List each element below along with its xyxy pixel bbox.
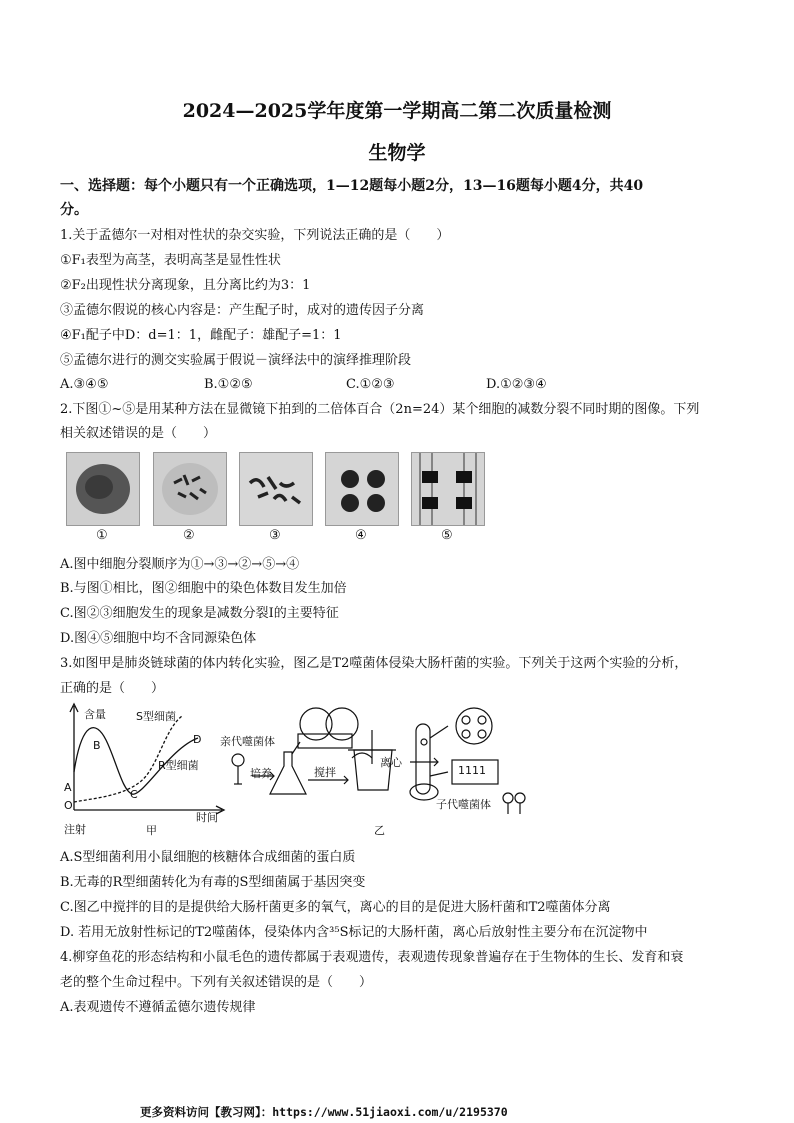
exam-title: 2024—2025学年度第一学期高二第二次质量检测 [182,100,612,122]
micrograph-1 [66,452,140,526]
q3-option-c: C.图乙中搅拌的目的是提供给大肠杆菌更多的氧气，离心的目的是促进大肠杆菌和T2噬菌体分离 [60,900,611,915]
jia-r-label: R型细菌 [158,759,199,772]
q3-stem-cont: 正确的是（ ） [60,681,165,696]
yi-box-text: 1111 [458,764,486,777]
caption-4: ④ [355,528,367,543]
micrograph-5 [411,452,485,526]
micrograph-2 [153,452,227,526]
section-heading: 一、选择题：每个小题只有一个正确选项，1—12题每小题2分，13—16题每小题4分，共40 [60,178,644,194]
yi-caption: 乙 [374,824,385,837]
q3-stem: 3.如图甲是肺炎链球菌的体内转化实验，图乙是T2噬菌体侵染大肠杆菌的实验。下列关于这两个实验的分析， [60,656,688,671]
q1-stem: 1.关于孟德尔一对相对性状的杂交实验，下列说法正确的是（ ） [60,228,450,243]
jia-point-c: C [130,788,138,801]
subject-title: 生物学 [368,142,426,164]
q4-stem: 4.柳穿鱼花的形态结构和小鼠毛色的遗传都属于表观遗传，表观遗传现象普遍存在于生物体的生长、发育和衰 [60,950,684,965]
caption-2: ② [183,528,195,543]
yi-offspring-label: 子代噬菌体 [436,798,491,811]
jia-point-d: D [193,733,202,746]
micrograph-3 [239,452,313,526]
q1-option-d: D.①②③④ [486,377,547,392]
section-heading-cont: 分。 [60,202,88,218]
jia-caption: 甲 [146,824,157,837]
q1-option-b: B.①②⑤ [204,377,253,392]
jia-point-b: B [93,739,101,752]
caption-1: ① [96,528,108,543]
caption-5: ⑤ [441,528,453,543]
jia-point-a: A [64,781,72,794]
q3-option-d: D. 若用无放射性标记的T2噬菌体，侵染体内含³⁵S标记的大肠杆菌，离心后放射性主要分布在沉淀物中 [60,925,648,940]
jia-x-label: 时间 [196,811,218,824]
q4-stem-cont: 老的整个生命过程中。下列有关叙述错误的是（ ） [60,975,373,990]
q1-statement-5: ⑤孟德尔进行的测交实验属于假说－演绎法中的演绎推理阶段 [60,353,412,368]
yi-stir-label: 搅拌 [314,766,336,779]
q3-option-b: B.无毒的R型细菌转化为有毒的S型细菌属于基因突变 [60,875,366,890]
q1-option-c: C.①②③ [346,377,395,392]
yi-culture-label: 培养 [250,767,272,780]
footer-link[interactable]: 更多资料访问【教习网】：https://www.51jiaoxi.com/u/2195370 [140,1105,508,1119]
jia-inject: 注射 [64,823,86,836]
q1-option-a: A.③④⑤ [60,377,109,392]
q3-option-a: A.S型细菌利用小鼠细胞的核糖体合成细菌的蛋白质 [60,850,356,865]
jia-y-label: 含量 [84,708,106,721]
q2-stem: 2.下图①~⑤是用某种方法在显微镜下拍到的二倍体百合（2n=24）某个细胞的减数分裂不同时期的图像。下列 [60,402,700,417]
q4-option-a: A.表观遗传不遵循孟德尔遗传规律 [60,1000,256,1015]
yi-centrifuge-label: 离心 [380,756,402,769]
q1-statement-3: ③孟德尔假说的核心内容是：产生配子时，成对的遗传因子分离 [60,303,425,318]
caption-3: ③ [269,528,281,543]
q2-option-b: B.与图①相比，图②细胞中的染色体数目发生加倍 [60,581,347,596]
jia-s-label: S型细菌 [136,710,176,723]
q1-statement-4: ④F₁配子中D：d=1：1，雌配子：雄配子=1：1 [60,328,342,343]
q2-option-c: C.图②③细胞发生的现象是减数分裂Ⅰ的主要特征 [60,606,339,621]
q2-option-d: D.图④⑤细胞中均不含同源染色体 [60,631,257,646]
micrograph-4 [325,452,399,526]
q2-stem-cont: 相关叙述错误的是（ ） [60,426,217,441]
q1-statement-1: ①F₁表型为高茎，表明高茎是显性性状 [60,253,281,268]
q2-option-a: A.图中细胞分裂顺序为①→③→②→⑤→④ [60,557,300,572]
jia-origin: O [64,799,73,812]
q1-statement-2: ②F₂出现性状分离现象，且分离比约为3：1 [60,278,311,293]
yi-parent-label: 亲代噬菌体 [220,735,275,748]
